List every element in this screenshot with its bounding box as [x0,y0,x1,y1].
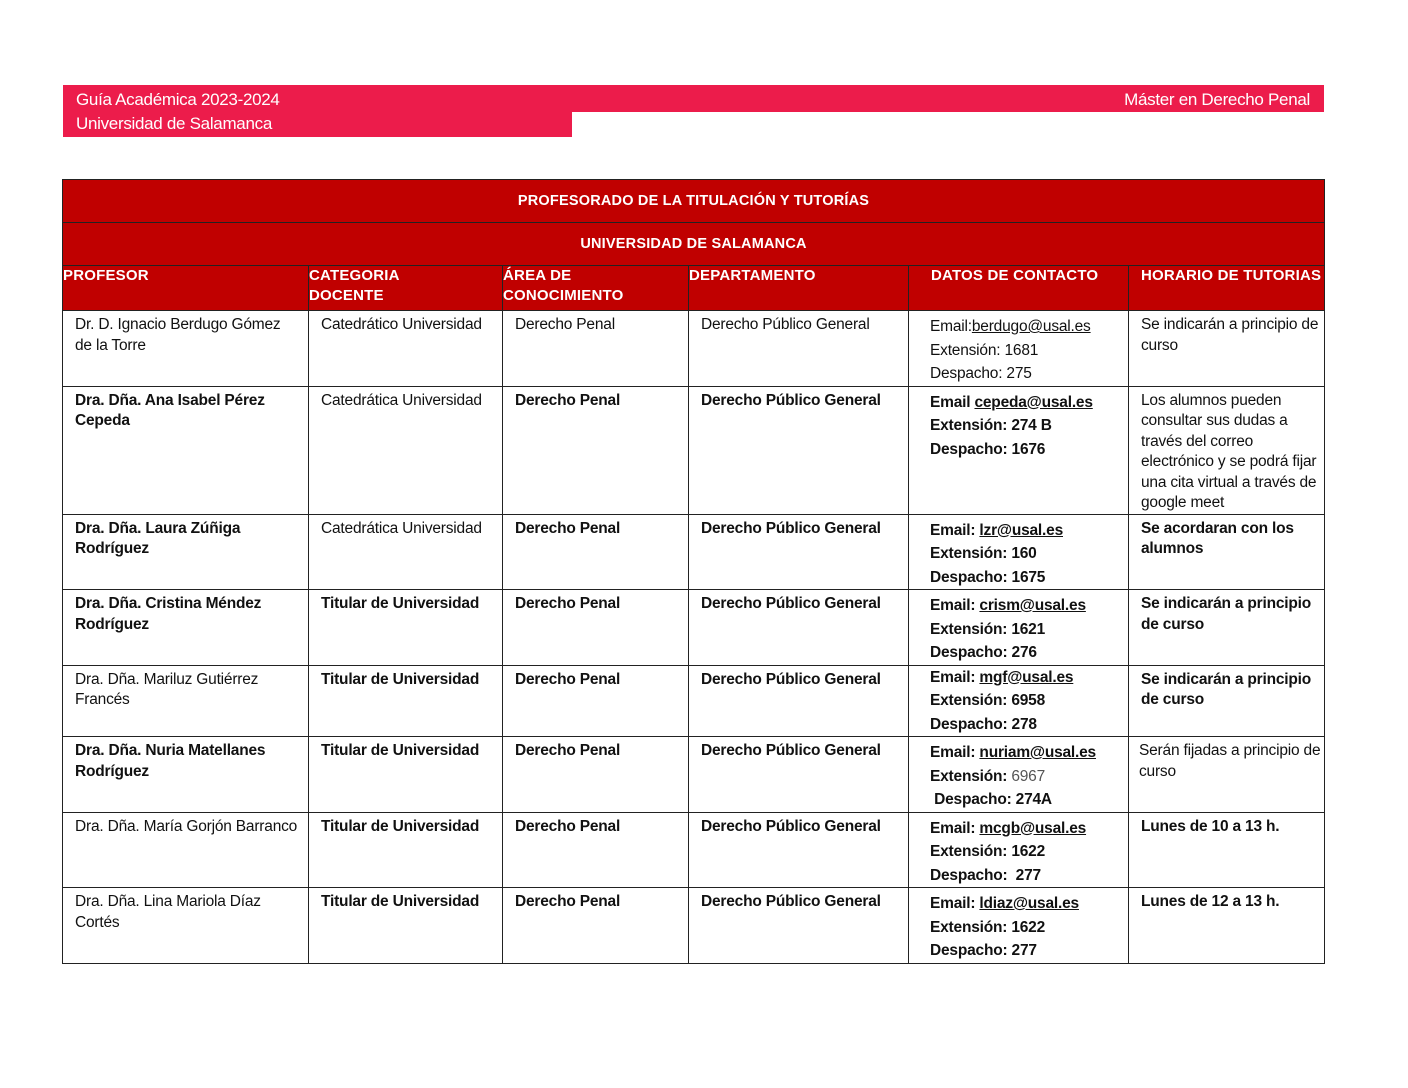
extension-text: Extensión: 274 B [930,417,1052,434]
horario-cell: Lunes de 10 a 13 h. [1129,812,1325,888]
email-label: Email: [930,521,980,539]
categoria-cell: Titular de Universidad [309,737,503,813]
profesor-cell: Dra. Dña. Mariluz Gutiérrez Francés [63,665,309,737]
profesor-cell: Dra. Dña. Ana Isabel Pérez Cepeda [63,386,309,514]
horario-cell: Lunes de 12 a 13 h. [1129,888,1325,964]
header-band-top [63,85,1324,112]
extension-text: Extensión: 1622 [930,918,1046,936]
faculty-table [62,179,1325,964]
email-label: Email: [930,668,980,686]
contacto-cell [909,311,1129,387]
horario-cell: Se acordaran con los alumnos [1129,514,1325,590]
departamento-cell: Derecho Público General [689,665,909,737]
email-label: Email [930,393,975,411]
email-label: Email: [930,895,980,912]
horario-cell: Se indicarán a principio de curso [1129,590,1325,666]
extension-text: Extensión: 1621 [930,620,1046,638]
extension-text: Extensión: 6958 [930,692,1046,709]
contacto-cell [909,888,1129,964]
profesor-cell: Dra. Dña. Cristina Méndez Rodríguez [63,590,309,666]
table-row [63,812,1325,888]
despacho-text: Despacho: 1675 [930,568,1046,586]
table-row [63,590,1325,666]
despacho-text: Despacho: 278 [930,715,1037,733]
area-cell: Derecho Penal [503,590,689,666]
email-link[interactable]: berdugo@usal.es [971,318,1091,335]
email-label: Email: [930,597,980,614]
horario-cell: Serán fijadas a principio de curso [1129,737,1325,813]
departamento-cell: Derecho Público General [689,812,909,888]
contacto-cell [909,386,1129,514]
area-cell: Derecho Penal [503,737,689,813]
categoria-cell: Catedrático Universidad [309,311,503,387]
area-cell: Derecho Penal [503,514,689,590]
extension-text: Extensión: 160 [930,545,1037,562]
departamento-cell: Derecho Público General [689,888,909,964]
email-link[interactable]: mgf@usal.es [979,668,1074,686]
categoria-cell: Titular de Universidad [309,812,503,888]
extension-text: Extensión: 1681 [930,341,1039,359]
degree-title: Máster en Derecho Penal [1124,90,1310,109]
departamento-cell: Derecho Público General [689,386,909,514]
table-row [63,311,1325,387]
despacho-text: Despacho: 274A [930,791,1052,808]
area-cell: Derecho Penal [503,812,689,888]
email-label: Email: [930,744,980,761]
email-link[interactable]: cepeda@usal.es [974,393,1093,411]
categoria-cell: Catedrática Universidad [309,386,503,514]
email-link[interactable]: mcgb@usal.es [979,819,1087,837]
despacho-text: Despacho: 277 [930,866,1041,884]
extension-label: Extensión: [930,767,1012,785]
horario-cell: Se indicarán a principio de curso [1129,665,1325,737]
departamento-cell: Derecho Público General [689,311,909,387]
table-subtitle: UNIVERSIDAD DE SALAMANCA [63,223,1325,266]
area-cell: Derecho Penal [503,888,689,964]
column-header-categoria: CATEGORIA DOCENTE [309,266,503,311]
area-cell: Derecho Penal [503,386,689,514]
header-band-bottom [63,112,572,137]
profesor-cell: Dra. Dña. Nuria Matellanes Rodríguez [63,737,309,813]
email-link[interactable]: lzr@usal.es [979,521,1063,539]
despacho-text: Despacho: 277 [930,942,1037,959]
column-header-contacto: DATOS DE CONTACTO [909,266,1129,311]
table-row [63,386,1325,514]
column-header-horario: HORARIO DE TUTORIAS [1129,266,1325,311]
contacto-cell [909,737,1129,813]
email-link[interactable]: nuriam@usal.es [979,744,1096,761]
guide-year-label: Guía Académica 2023-2024 [76,90,280,109]
contacto-cell [909,514,1129,590]
extension-text: Extensión: 1622 [930,843,1046,860]
column-header-departamento: DEPARTAMENTO [689,266,909,311]
column-header-profesor: PROFESOR [63,266,309,311]
horario-cell: Los alumnos pueden consultar sus dudas a través del correo electrónico y se podrá fijar una cita virtual a través de google meet [1129,386,1325,514]
area-cell: Derecho Penal [503,311,689,387]
categoria-cell: Catedrática Universidad [309,514,503,590]
email-link[interactable]: ldiaz@usal.es [979,895,1079,912]
horario-cell: Se indicarán a principio de curso [1129,311,1325,387]
table-row [63,665,1325,737]
profesor-cell: Dr. D. Ignacio Berdugo Gómez de la Torre [63,311,309,387]
contacto-cell [909,590,1129,666]
area-cell: Derecho Penal [503,665,689,737]
table-row [63,737,1325,813]
email-link[interactable]: crism@usal.es [979,597,1086,614]
contacto-cell [909,665,1129,737]
table-title: PROFESORADO DE LA TITULACIÓN Y TUTORÍAS [63,180,1325,223]
email-label: Email: [930,318,972,335]
despacho-text: Despacho: 1676 [930,440,1046,458]
departamento-cell: Derecho Público General [689,514,909,590]
email-label: Email: [930,819,980,837]
profesor-cell: Dra. Dña. Lina Mariola Díaz Cortés [63,888,309,964]
categoria-cell: Titular de Universidad [309,665,503,737]
despacho-text: Despacho: 276 [930,644,1037,661]
table-row [63,514,1325,590]
categoria-cell: Titular de Universidad [309,590,503,666]
departamento-cell: Derecho Público General [689,737,909,813]
profesor-cell: Dra. Dña. Laura Zúñiga Rodríguez [63,514,309,590]
departamento-cell: Derecho Público General [689,590,909,666]
table-row [63,888,1325,964]
categoria-cell: Titular de Universidad [309,888,503,964]
extension-value: 6967 [1011,767,1046,785]
university-label: Universidad de Salamanca [76,114,272,133]
despacho-text: Despacho: 275 [930,365,1032,382]
column-header-area: ÁREA DE CONOCIMIENTO [503,266,689,311]
contacto-cell [909,812,1129,888]
profesor-cell: Dra. Dña. María Gorjón Barranco [63,812,309,888]
